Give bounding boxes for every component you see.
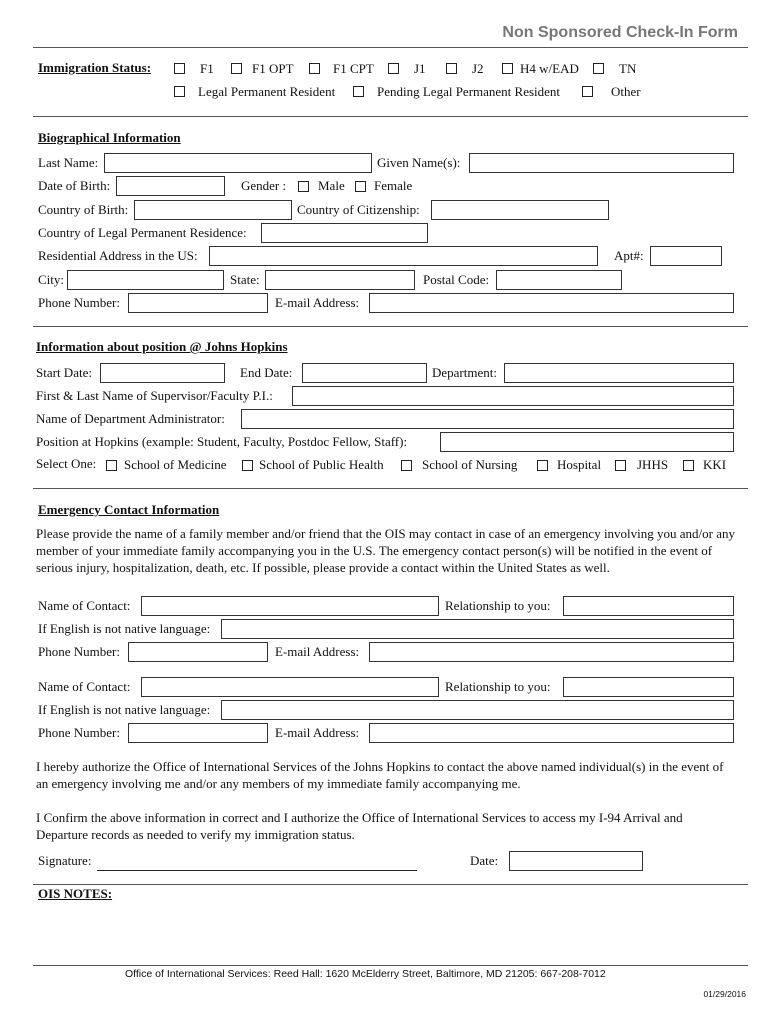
given-names-input[interactable]: [469, 153, 734, 173]
authorize-text: I hereby authorize the Office of International Services of the Johns Hopkins to contact the above named individual(s) in the event of an emergency involving me and/or any members of my immediate family accompanying me.: [36, 759, 724, 791]
dob-input[interactable]: [116, 176, 225, 196]
signature-label: Signature:: [38, 853, 92, 868]
contact1-english-label: If English is not native language:: [38, 621, 211, 636]
address-label: Residential Address in the US:: [38, 248, 198, 263]
city-label: City:: [38, 272, 65, 287]
checkbox-other[interactable]: [582, 86, 593, 97]
phone-label: Phone Number:: [38, 295, 120, 310]
checkbox-pending-lpr[interactable]: [353, 86, 364, 97]
checkbox-tn[interactable]: [593, 63, 604, 74]
checkbox-f1-opt[interactable]: [231, 63, 242, 74]
bio-heading: Biographical Information: [38, 130, 181, 145]
option-f1: F1: [200, 61, 214, 76]
contact1-english-input[interactable]: [221, 619, 734, 639]
position-heading: Information about position @ Johns Hopkins: [36, 339, 288, 354]
supervisor-label: First & Last Name of Supervisor/Faculty P.I.:: [36, 388, 273, 403]
option-h4-ead: H4 w/EAD: [520, 61, 579, 76]
department-label: Department:: [432, 365, 497, 380]
top-divider: [33, 47, 748, 48]
checkbox-school-nursing[interactable]: [401, 460, 412, 471]
divider-notes: [33, 884, 748, 885]
confirm-text: I Confirm the above information in correct and I authorize the Office of International Services to access my I-94 Arrival and Departure records as needed to verify my immigration status.: [36, 810, 683, 842]
contact2-email-label: E-mail Address:: [275, 725, 360, 740]
contact1-relationship-label: Relationship to you:: [445, 598, 551, 613]
contact2-email-input[interactable]: [369, 723, 734, 743]
school-nursing-label: School of Nursing: [422, 457, 518, 472]
option-j1: J1: [414, 61, 426, 76]
contact1-name-label: Name of Contact:: [38, 598, 131, 613]
contact1-name-input[interactable]: [141, 596, 439, 616]
state-label: State:: [230, 272, 260, 287]
divider-position: [33, 488, 748, 489]
date-label: Date:: [470, 853, 499, 868]
state-input[interactable]: [265, 270, 415, 290]
signature-line[interactable]: [97, 870, 417, 871]
form-title: Non Sponsored Check-In Form: [502, 24, 738, 41]
country-citizenship-input[interactable]: [431, 200, 609, 220]
male-label: Male: [318, 178, 345, 193]
dept-admin-input[interactable]: [241, 409, 734, 429]
option-pending-lpr: Pending Legal Permanent Resident: [377, 84, 561, 99]
email-label: E-mail Address:: [275, 295, 360, 310]
contact2-relationship-input[interactable]: [563, 677, 734, 697]
country-lpr-input[interactable]: [261, 223, 428, 243]
checkbox-h4-ead[interactable]: [502, 63, 513, 74]
end-date-label: End Date:: [240, 365, 293, 380]
position-at-label: Position at Hopkins (example: Student, Faculty, Postdoc Fellow, Staff):: [36, 434, 408, 449]
option-lpr: Legal Permanent Resident: [198, 84, 336, 99]
email-input[interactable]: [369, 293, 734, 313]
contact2-phone-label: Phone Number:: [38, 725, 120, 740]
checkbox-school-medicine[interactable]: [106, 460, 117, 471]
school-public-health-label: School of Public Health: [259, 457, 384, 472]
option-f1-opt: F1 OPT: [252, 61, 294, 76]
immigration-status-label: Immigration Status:: [38, 60, 152, 75]
hospital-label: Hospital: [557, 457, 602, 472]
postal-input[interactable]: [496, 270, 622, 290]
checkbox-school-public-health[interactable]: [242, 460, 253, 471]
footer-divider: [33, 965, 748, 966]
checkbox-female[interactable]: [355, 181, 366, 192]
contact2-english-input[interactable]: [221, 700, 734, 720]
address-input[interactable]: [209, 246, 598, 266]
revision-date: 01/29/2016: [703, 989, 746, 999]
contact1-email-input[interactable]: [369, 642, 734, 662]
country-citizenship-label: Country of Citizenship:: [297, 202, 420, 217]
contact1-phone-label: Phone Number:: [38, 644, 120, 659]
contact2-phone-input[interactable]: [128, 723, 268, 743]
contact2-name-input[interactable]: [141, 677, 439, 697]
divider-bio: [33, 326, 748, 327]
option-f1-cpt: F1 CPT: [333, 61, 374, 76]
dob-label: Date of Birth:: [38, 178, 111, 193]
contact2-name-label: Name of Contact:: [38, 679, 131, 694]
option-other: Other: [611, 84, 641, 99]
start-date-input[interactable]: [100, 363, 225, 383]
checkbox-lpr[interactable]: [174, 86, 185, 97]
apt-input[interactable]: [650, 246, 722, 266]
start-date-label: Start Date:: [36, 365, 92, 380]
select-one-label: Select One:: [36, 456, 97, 471]
emergency-intro: Please provide the name of a family member and/or friend that the OIS may contact in case of an emergency involving you and/or any member of your immediate family accompanying you in the U.S. The emergency contact person(s) will be notified in the event of serious injury, hospitalization, death, etc. If possible, please provide a contact within the United States as well.: [36, 526, 736, 575]
last-name-input[interactable]: [104, 153, 372, 173]
footer-address: Office of International Services: Reed Hall: 1620 McElderry Street, Baltimore, MD 21205: 667-208-7012: [125, 968, 606, 980]
contact1-phone-input[interactable]: [128, 642, 268, 662]
contact2-english-label: If English is not native language:: [38, 702, 211, 717]
checkbox-f1-cpt[interactable]: [309, 63, 320, 74]
last-name-label: Last Name:: [38, 155, 99, 170]
school-medicine-label: School of Medicine: [124, 457, 227, 472]
checkbox-j2[interactable]: [446, 63, 457, 74]
country-birth-input[interactable]: [134, 200, 292, 220]
checkbox-hospital[interactable]: [537, 460, 548, 471]
dept-admin-label: Name of Department Administrator:: [36, 411, 225, 426]
contact1-email-label: E-mail Address:: [275, 644, 360, 659]
checkbox-jhhs[interactable]: [615, 460, 626, 471]
country-birth-label: Country of Birth:: [38, 202, 129, 217]
kki-label: KKI: [703, 457, 727, 472]
apt-label: Apt#:: [614, 248, 644, 263]
supervisor-input[interactable]: [292, 386, 734, 406]
gender-label: Gender :: [241, 178, 287, 193]
checkbox-j1[interactable]: [388, 63, 399, 74]
department-input[interactable]: [504, 363, 734, 383]
contact2-relationship-label: Relationship to you:: [445, 679, 551, 694]
contact1-relationship-input[interactable]: [563, 596, 734, 616]
given-names-label: Given Name(s):: [377, 155, 461, 170]
end-date-input[interactable]: [302, 363, 427, 383]
checkbox-kki[interactable]: [683, 460, 694, 471]
checkbox-f1[interactable]: [174, 63, 185, 74]
phone-input[interactable]: [128, 293, 268, 313]
option-j2: J2: [472, 61, 484, 76]
jhhs-label: JHHS: [637, 457, 669, 472]
country-lpr-label: Country of Legal Permanent Residence:: [38, 225, 247, 240]
signature-date-input[interactable]: [509, 851, 643, 871]
divider-immigration: [33, 116, 748, 117]
emergency-heading: Emergency Contact Information: [38, 502, 220, 517]
option-tn: TN: [619, 61, 637, 76]
ois-notes-heading: OIS NOTES:: [38, 886, 113, 901]
position-at-input[interactable]: [440, 432, 734, 452]
female-label: Female: [374, 178, 413, 193]
checkbox-male[interactable]: [298, 181, 309, 192]
city-input[interactable]: [67, 270, 224, 290]
postal-label: Postal Code:: [423, 272, 490, 287]
